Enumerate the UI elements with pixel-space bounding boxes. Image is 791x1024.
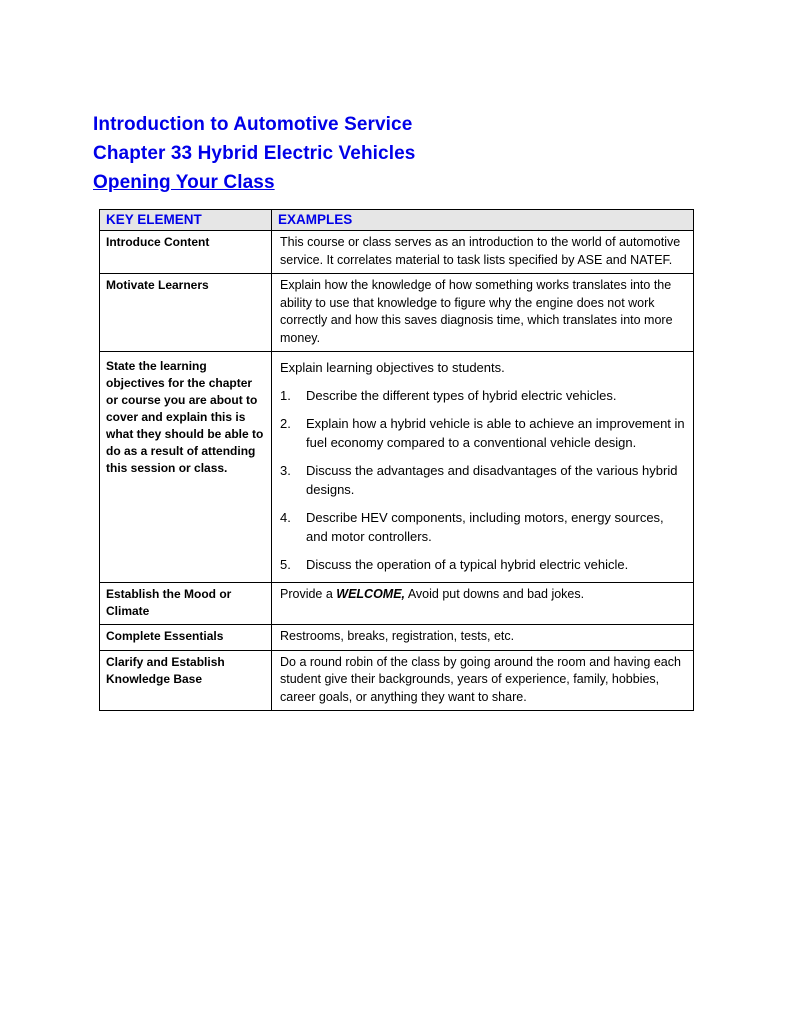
example-text-suffix: Avoid put downs and bad jokes. <box>405 587 585 601</box>
table-row-learning-objectives <box>100 352 694 583</box>
example-introduce-content: This course or class serves as an introduction to the world of automotive service. It correlates material to task lists specified by ASE and NATEF. <box>272 231 694 274</box>
table-row-complete-essentials <box>100 625 694 651</box>
table-row-motivate-learners <box>100 274 694 352</box>
objective-item-4 <box>280 508 685 546</box>
example-learning-objectives <box>272 352 694 583</box>
header-key-element: KEY ELEMENT <box>100 210 272 231</box>
objective-number: 5. <box>280 557 291 572</box>
objective-text: Discuss the advantages and disadvantages of the various hybrid designs. <box>306 463 678 497</box>
key-complete-essentials: Complete Essentials <box>100 625 272 651</box>
example-complete-essentials: Restrooms, breaks, registration, tests, etc. <box>272 625 694 651</box>
objective-number: 3. <box>280 463 291 478</box>
header-examples: EXAMPLES <box>272 210 694 231</box>
key-motivate-learners: Motivate Learners <box>100 274 272 352</box>
key-clarify-knowledge-base: Clarify and Establish Knowledge Base <box>100 650 272 711</box>
objective-text: Describe the different types of hybrid electric vehicles. <box>306 388 617 403</box>
title-line-1: Introduction to Automotive Service <box>93 114 413 135</box>
example-motivate-learners: Explain how the knowledge of how something works translates into the ability to use that knowledge to figure why the engine does not work correctly and how this saves diagnosis time, which translates into more money. <box>272 274 694 352</box>
example-clarify-knowledge-base: Do a round robin of the class by going around the room and having each student give their backgrounds, years of experience, family, hobbies, career goals, or anything they want to share. <box>272 650 694 711</box>
table-row-introduce-content <box>100 231 694 274</box>
key-introduce-content: Introduce Content <box>100 231 272 274</box>
document-title-block <box>93 110 415 197</box>
objective-text: Explain how a hybrid vehicle is able to achieve an improvement in fuel economy compared to a conventional vehicle design. <box>306 416 685 450</box>
example-establish-mood <box>272 583 694 625</box>
key-establish-mood: Establish the Mood or Climate <box>100 583 272 625</box>
objective-item-1 <box>280 386 685 405</box>
table-row-clarify-knowledge-base <box>100 650 694 711</box>
objective-number: 2. <box>280 416 291 431</box>
key-learning-objectives: State the learning objectives for the chapter or course you are about to cover and explain this is what they should be able to do as a result of attending this session or class. <box>100 352 272 583</box>
objectives-intro: Explain learning objectives to students. <box>280 360 505 375</box>
table-header-row <box>100 210 694 231</box>
objective-item-2 <box>280 414 685 452</box>
example-text-emphasis: WELCOME, <box>336 587 406 601</box>
title-line-2: Chapter 33 Hybrid Electric Vehicles <box>93 143 416 164</box>
objective-item-5 <box>280 555 685 574</box>
objective-number: 1. <box>280 388 291 403</box>
title-line-3: Opening Your Class <box>93 172 275 193</box>
objective-item-3 <box>280 461 685 499</box>
objective-text: Describe HEV components, including motors, energy sources, and motor controllers. <box>306 510 664 544</box>
table-row-establish-mood <box>100 583 694 625</box>
key-element-examples-table <box>99 209 694 711</box>
objective-number: 4. <box>280 510 291 525</box>
objective-text: Discuss the operation of a typical hybrid electric vehicle. <box>306 557 629 572</box>
example-text-prefix: Provide a <box>280 587 337 601</box>
